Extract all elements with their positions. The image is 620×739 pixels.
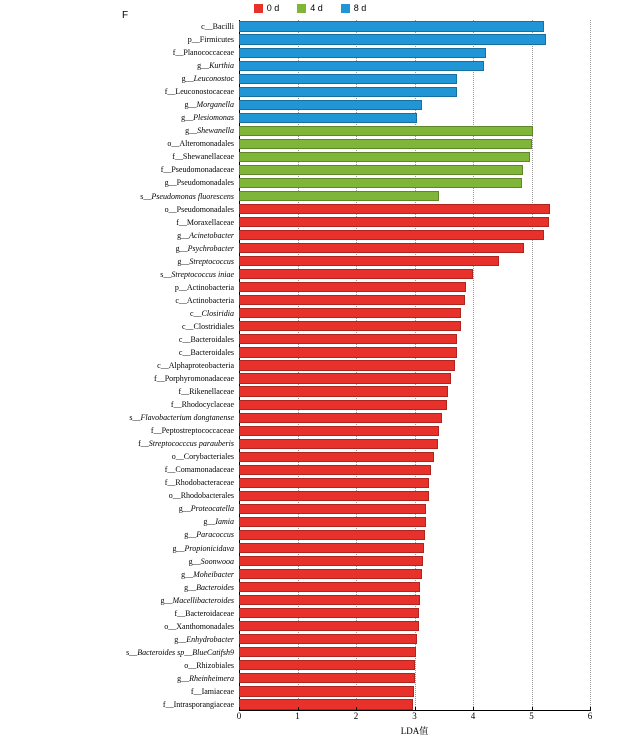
gridline xyxy=(590,20,591,711)
bar-row xyxy=(239,48,590,58)
bar-row xyxy=(239,113,590,123)
y-axis-tick-label: g__Rheinheimera xyxy=(177,673,234,683)
x-tick-label: 0 xyxy=(236,711,242,721)
bar xyxy=(239,21,544,31)
y-axis-tick-label: g__Morganella xyxy=(184,100,234,110)
legend-swatch-icon xyxy=(341,4,350,13)
y-axis-tick-label: g__Bacteroides xyxy=(184,582,234,592)
bar xyxy=(239,243,524,253)
y-axis-tick-label: f__Rikenellaceae xyxy=(178,387,234,397)
bar xyxy=(239,569,422,579)
y-axis-tick-label: g__Iamia xyxy=(203,517,234,527)
bar xyxy=(239,634,417,644)
bar xyxy=(239,439,438,449)
bar-row xyxy=(239,386,590,396)
bar-row xyxy=(239,87,590,97)
y-axis-tick-label: s__Flavobacterium dongtanense xyxy=(129,413,234,423)
y-axis-tick-label: s__Bacteroides sp__BlueCatifsh9 xyxy=(126,647,234,657)
bar xyxy=(239,465,431,475)
bar-row xyxy=(239,660,590,670)
legend-swatch-icon xyxy=(297,4,306,13)
bar-row xyxy=(239,465,590,475)
bar xyxy=(239,660,415,670)
bar-row xyxy=(239,126,590,136)
bar xyxy=(239,165,523,175)
bar xyxy=(239,74,457,84)
bar-row xyxy=(239,243,590,253)
bar-row xyxy=(239,204,590,214)
y-axis-tick-label: f__Rhodocyclaceae xyxy=(170,400,234,410)
legend-label: 4 d xyxy=(310,3,323,13)
bar xyxy=(239,491,429,501)
y-axis-tick-label: f__Iamiaceae xyxy=(190,686,234,696)
legend-item xyxy=(297,4,323,13)
bar xyxy=(239,621,419,631)
panel-label: F xyxy=(122,10,129,21)
y-axis-tick-label: f__Rhodobacteraceae xyxy=(164,478,234,488)
bar-row xyxy=(239,360,590,370)
y-axis-tick-label: f__Porphyromonadaceae xyxy=(154,374,234,384)
y-axis-tick-label: g__Plesiomonas xyxy=(181,113,234,123)
y-axis-tick-label: f__Comamonadaceae xyxy=(164,465,234,475)
y-axis-tick-label: g__Acinetobacter xyxy=(177,230,234,240)
bar-row xyxy=(239,347,590,357)
bar-row xyxy=(239,139,590,149)
bar xyxy=(239,400,447,410)
y-axis-tick-label: g__Pseudomonadales xyxy=(164,178,234,188)
bar-row xyxy=(239,478,590,488)
bar-row xyxy=(239,621,590,631)
y-axis-tick-label: f__Intrasporangiaceae xyxy=(162,699,234,709)
bar xyxy=(239,686,414,696)
legend-swatch-icon xyxy=(254,4,263,13)
y-axis-tick-label: c__Bacteroidales xyxy=(178,347,234,357)
bar xyxy=(239,347,457,357)
y-axis-tick-label: g__Macellibacteroides xyxy=(160,595,234,605)
x-tick-label: 3 xyxy=(412,711,417,721)
bar xyxy=(239,373,451,383)
y-axis-tick-label: g__Paracoccus xyxy=(184,530,234,540)
bar xyxy=(239,61,484,71)
bar-row xyxy=(239,413,590,423)
bar-row xyxy=(239,334,590,344)
bar-row xyxy=(239,217,590,227)
y-axis-tick-label: p__Actinobacteria xyxy=(174,282,234,292)
y-axis-tick-label: f__Pseudomonadaceae xyxy=(160,165,234,175)
bar-row xyxy=(239,543,590,553)
bar-row xyxy=(239,34,590,44)
y-axis-tick-label: c__Closiridia xyxy=(189,308,234,318)
x-tick-label: 6 xyxy=(587,711,593,721)
bar xyxy=(239,269,473,279)
y-axis-tick-label: s__Streptococcus iniae xyxy=(160,269,234,279)
bar xyxy=(239,608,419,618)
legend-label: 0 d xyxy=(266,3,280,13)
bar-row xyxy=(239,569,590,579)
bar xyxy=(239,556,423,566)
bar xyxy=(239,100,422,110)
bar-row xyxy=(239,595,590,605)
legend-item xyxy=(254,4,280,13)
bar-row xyxy=(239,21,590,31)
bar-row xyxy=(239,634,590,644)
bar-row xyxy=(239,556,590,566)
y-axis-tick-label: f__Leuconostocaceae xyxy=(164,87,234,97)
bar xyxy=(239,295,465,305)
bar xyxy=(239,230,544,240)
bar-row xyxy=(239,61,590,71)
x-tick-label: 4 xyxy=(470,711,476,721)
bar xyxy=(239,34,546,44)
bar xyxy=(239,334,457,344)
bar xyxy=(239,282,466,292)
legend-label: 8 d xyxy=(353,3,367,13)
bar-row xyxy=(239,308,590,318)
y-axis-tick-label: p__Firmicutes xyxy=(187,35,234,45)
bar xyxy=(239,647,416,657)
x-tick-label: 1 xyxy=(295,711,300,721)
bar xyxy=(239,87,457,97)
bar xyxy=(239,452,434,462)
bar-row xyxy=(239,230,590,240)
bar-row xyxy=(239,373,590,383)
bar xyxy=(239,308,461,318)
bar-row xyxy=(239,74,590,84)
bar xyxy=(239,673,415,683)
bar-row xyxy=(239,517,590,527)
y-axis-tick-label: f__Peptostreptococcaceae xyxy=(150,426,234,436)
bar xyxy=(239,582,420,592)
bar-row xyxy=(239,256,590,266)
y-axis-tick-label: g__Psychrobacter xyxy=(175,243,234,253)
bar-row xyxy=(239,504,590,514)
y-axis-tick-label: o__Rhodobacterales xyxy=(168,491,234,501)
bar-row xyxy=(239,165,590,175)
bar-row xyxy=(239,452,590,462)
y-axis-tick-label: g__Soonwooa xyxy=(188,556,234,566)
y-axis-tick-label: o__Pseudomonadales xyxy=(164,204,234,214)
y-axis-tick-label: c__Bacilli xyxy=(201,22,234,32)
y-axis-tick-label: g__Proteocatella xyxy=(178,504,234,514)
bar xyxy=(239,256,499,266)
y-axis-tick-label: g__Moheibacter xyxy=(181,569,234,579)
bar xyxy=(239,386,448,396)
bar xyxy=(239,360,455,370)
bar xyxy=(239,543,424,553)
y-axis-tick-label: g__Enhydrobacter xyxy=(174,634,234,644)
y-axis-tick-label: f__Bacteroidaceae xyxy=(174,608,234,618)
y-axis-tick-label: o__Corybacteriales xyxy=(171,452,234,462)
y-axis-tick-label: f__Streptococccus parauberis xyxy=(138,439,234,449)
y-axis-tick-label: c__Bacteroidales xyxy=(178,334,234,344)
bar-row xyxy=(239,491,590,501)
plot-area xyxy=(236,20,590,731)
y-axis-tick-label: o__Rhizobiales xyxy=(184,660,234,670)
x-tick-label: 2 xyxy=(353,711,359,721)
bar-row xyxy=(239,321,590,331)
y-axis-tick-label: f__Shewanellaceae xyxy=(172,152,234,162)
bar-row xyxy=(239,582,590,592)
bar-row xyxy=(239,608,590,618)
bar xyxy=(239,478,429,488)
y-axis-tick-label: g__Streptococcus xyxy=(177,256,234,266)
y-axis-tick-label: c__Actinobacteria xyxy=(175,295,234,305)
bar xyxy=(239,204,550,214)
legend-item xyxy=(341,4,367,13)
bar-row xyxy=(239,673,590,683)
bar xyxy=(239,48,486,58)
bar-row xyxy=(239,295,590,305)
y-axis-tick-label: c__Alphaproteobacteria xyxy=(157,361,234,370)
x-axis-ticks xyxy=(236,711,593,725)
bar xyxy=(239,191,439,201)
bar xyxy=(239,699,413,709)
bar-row xyxy=(239,178,590,188)
bar xyxy=(239,321,461,331)
y-axis-tick-label: c__Clostridiales xyxy=(182,321,234,331)
bar xyxy=(239,413,442,423)
y-axis-tick-label: o__Xanthomonadales xyxy=(164,621,234,631)
bar xyxy=(239,126,533,136)
y-axis-tick-label: f__Planococcaceae xyxy=(172,48,234,58)
y-axis-tick-label: g__Kurthia xyxy=(197,61,234,71)
y-axis-tick-label: g__Shewanella xyxy=(185,126,234,136)
bar-row xyxy=(239,282,590,292)
bar xyxy=(239,530,425,540)
y-axis-tick-label: g__Propionicidava xyxy=(172,543,234,553)
bar-row xyxy=(239,400,590,410)
y-axis-tick-label: g__Leuconostoc xyxy=(181,74,234,84)
bar xyxy=(239,595,420,605)
y-axis-tick-label: s__Pseudomonas fluorescens xyxy=(140,191,234,201)
bar-row xyxy=(239,530,590,540)
bar-row xyxy=(239,269,590,279)
bar xyxy=(239,426,439,436)
y-axis-labels xyxy=(0,20,237,711)
x-axis-label: LDA值 xyxy=(400,726,429,736)
chart-legend xyxy=(0,4,620,13)
bar-row xyxy=(239,100,590,110)
bar-row xyxy=(239,152,590,162)
y-axis-tick-label: o__Alteromonadales xyxy=(167,139,234,149)
bar xyxy=(239,217,549,227)
bar-row xyxy=(239,426,590,436)
bar-row xyxy=(239,686,590,696)
bar xyxy=(239,152,530,162)
bar xyxy=(239,139,532,149)
y-axis-tick-label: f__Moraxellaceae xyxy=(176,217,234,227)
bar xyxy=(239,113,417,123)
bars-container xyxy=(239,20,590,711)
x-tick-label: 5 xyxy=(529,711,534,721)
bar xyxy=(239,517,426,527)
bar-row xyxy=(239,191,590,201)
bar xyxy=(239,504,426,514)
bar xyxy=(239,178,522,188)
bar-row xyxy=(239,439,590,449)
bar-row xyxy=(239,647,590,657)
